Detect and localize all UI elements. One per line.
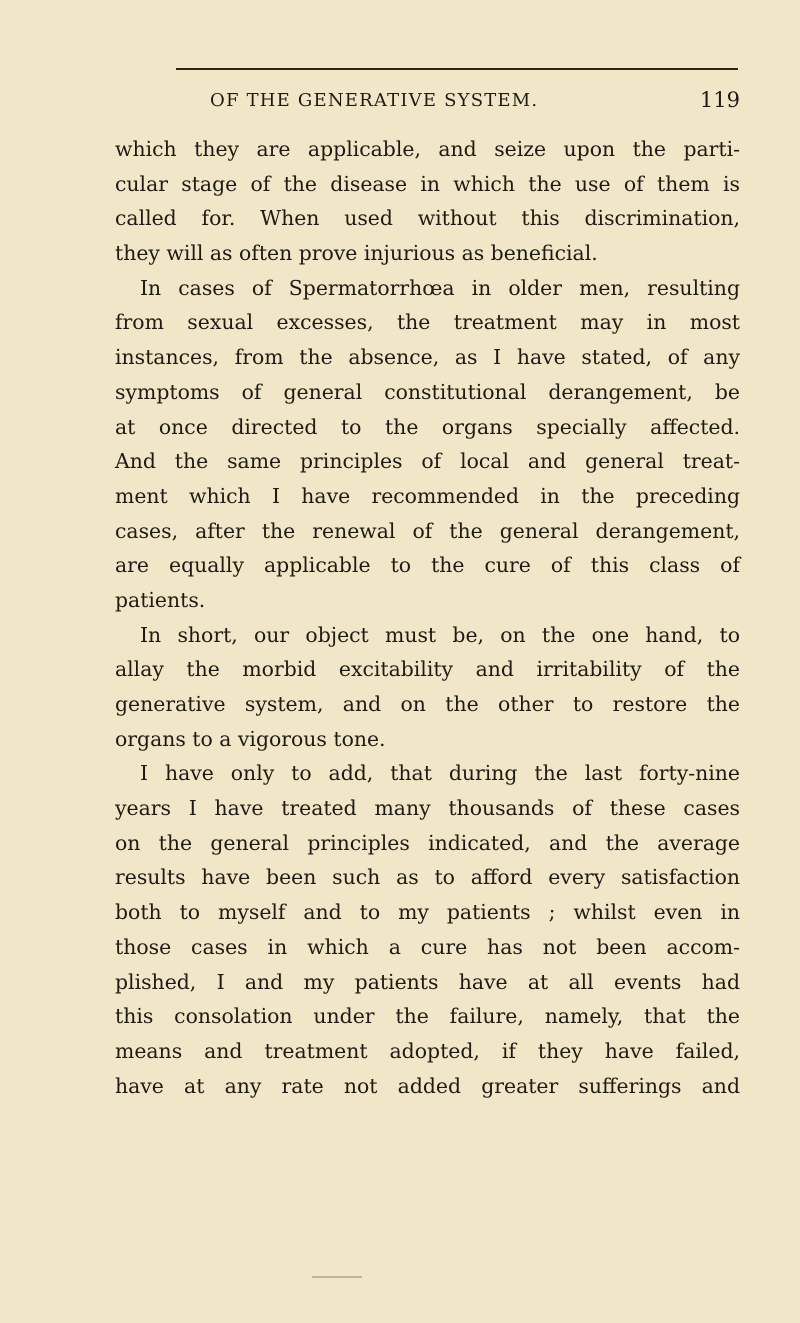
ink-smudge	[312, 1276, 362, 1278]
text-line: generative system, and on the other to restore the	[115, 692, 740, 716]
text-line: on the general principles indicated, and the average	[115, 830, 740, 855]
text-line: called for. When used without this discrimination,	[115, 206, 740, 231]
text-line: have at any rate not added greater sufferings and	[115, 1073, 740, 1098]
text-line: In cases of Spermatorrhœa in older men, resulting	[140, 275, 740, 300]
running-head: OF THE GENERATIVE SYSTEM.	[210, 90, 539, 111]
text-line: this consolation under the failure, namely, that the	[115, 1004, 740, 1029]
text-line: instances, from the absence, as I have stated, of any	[115, 345, 740, 370]
text-line: symptoms of general constitutional derangement, be	[115, 379, 740, 404]
text-line: cases, after the renewal of the general derangement,	[115, 518, 740, 543]
header-rule	[176, 68, 738, 70]
page-number: 119	[699, 88, 740, 112]
text-line: And the same principles of local and general treat-	[115, 449, 740, 474]
text-line: patients.	[115, 587, 206, 612]
text-line: ment which I have recommended in the preceding	[115, 483, 740, 508]
text-line: results have been such as to afford every satisfaction	[115, 865, 740, 890]
text-line: they will as often prove injurious as beneficial.	[115, 241, 598, 266]
text-line: which they are applicable, and seize upon the parti-	[115, 137, 740, 161]
body-text	[115, 132, 740, 1103]
text-line: years I have treated many thousands of these cases	[115, 796, 740, 821]
text-line: those cases in which a cure has not been accom-	[115, 934, 740, 959]
text-line: both to myself and to my patients ; whilst even in	[115, 900, 740, 925]
text-line: organs to a vigorous tone.	[115, 726, 386, 751]
page-header	[210, 88, 740, 118]
text-line: In short, our object must be, on the one hand, to	[140, 622, 740, 647]
text-line: means and treatment adopted, if they have failed,	[115, 1038, 740, 1063]
text-line: from sexual excesses, the treatment may in most	[115, 310, 740, 335]
text-line: allay the morbid excitability and irritability of the	[115, 657, 740, 682]
text-line: plished, I and my patients have at all events had	[115, 969, 740, 994]
text-line: I have only to add, that during the last forty-nine	[140, 761, 740, 786]
text-line: cular stage of the disease in which the use of them is	[115, 171, 740, 196]
text-line: are equally applicable to the cure of this class of	[115, 553, 740, 578]
text-line: at once directed to the organs specially affected.	[115, 414, 740, 439]
